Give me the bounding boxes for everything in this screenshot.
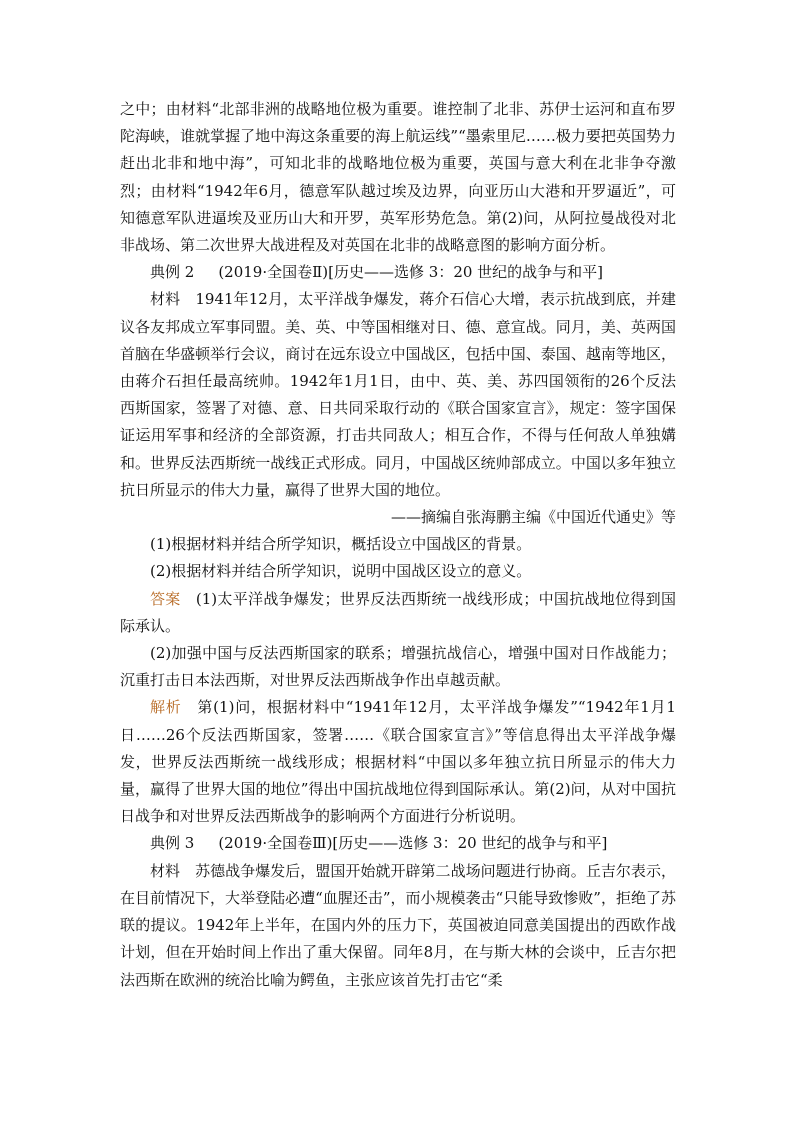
intro-paragraph: 之中；由材料“北部非洲的战略地位极为重要。谁控制了北非、苏伊士运河和直布罗陀海峡，谁就掌握了地中海这条重要的海上航运线”“墨索里尼……极力要把英国势力赶出北非和地中海”，可知北非的战略地位极为重要，英国与意大利在北非争夺激烈；由材料“1942年6月，德意军队越过埃及边界，向亚历山大港和开罗逼近”，可知德意军队进逼埃及亚历山大和开罗，英军形势危急。第(2)问，从阿拉曼战役对北非战场、第二次世界大战进程及对英国在北非的战略意图的影响方面分析。 <box>120 100 676 255</box>
example3-material <box>120 858 676 994</box>
example2-question1: (1)根据材料并结合所学知识，概括设立中国战区的背景。 <box>150 535 532 554</box>
example2-heading <box>120 259 676 286</box>
example2-material-label: 材料 <box>150 290 181 309</box>
example3-material-label: 材料 <box>150 861 181 880</box>
example3-label: 典例 3 <box>150 834 195 853</box>
example3-heading <box>120 830 676 857</box>
example3-material-text: 苏德战争爆发后，盟国开始就开辟第二战场问题进行协商。丘吉尔表示，在目前情况下，大举登陆必遭“血腥还击”，而小规模袭击“只能导致惨败”，拒绝了苏联的提议。1942年上半年，在国内外的压力下，英国被迫同意美国提出的西欧作战计划，但在开始时间上作出了重大保留。同年8月，在与斯大林的会谈中，丘吉尔把法西斯在欧洲的统治比喻为鳄鱼，主张应该首先打击它“柔 <box>120 861 676 989</box>
example2-material <box>120 286 676 504</box>
example2-label: 典例 2 <box>150 263 195 282</box>
example3-title: (2019·全国卷Ⅲ)[历史——选修 3：20 世纪的战争与和平] <box>218 834 608 853</box>
example2-answer1 <box>120 586 676 640</box>
example2-question2: (2)根据材料并结合所学知识，说明中国战区设立的意义。 <box>150 562 532 581</box>
answer1-text: (1)太平洋战争爆发；世界反法西斯统一战线形成；中国抗战地位得到国际承认。 <box>120 589 676 635</box>
analysis-text: 第(1)问，根据材料中“1941年12月，太平洋战争爆发”“1942年1月1日……26个反法西斯国家，签署……《联合国家宣言》”等信息得出太平洋战争爆发，世界反法西斯统一战线形成；根据材料“中国以多年独立抗日所显示的伟大力量，赢得了世界大国的地位”得出中国抗战地位得到国际承认。第(2)问，从对中国抗日战争和对世界反法西斯战争的影响两个方面进行分析说明。 <box>120 698 676 826</box>
example2-title: (2019·全国卷Ⅱ)[历史——选修 3：20 世纪的战争与和平] <box>218 263 604 282</box>
analysis-label: 解析 <box>150 698 182 717</box>
answer-label: 答案 <box>150 589 181 608</box>
example2-answer2: (2)加强中国与反法西斯国家的联系；增强抗战信心，增强中国对日作战能力；沉重打击日本法西斯，对世界反法西斯战争作出卓越贡献。 <box>120 644 676 690</box>
example2-material-text: 1941年12月，太平洋战争爆发，蒋介石信心大增，表示抗战到底，并建议各友邦成立军事同盟。美、英、中等国相继对日、德、意宣战。同月，美、英两国首脑在华盛顿举行会议，商讨在远东设立中国战区，包括中国、泰国、越南等地区，由蒋介石担任最高统帅。1942年1月1日，由中、英、美、苏四国领衔的26个反法西斯国家，签署了对德、意、日共同采取行动的《联合国家宣言》，规定：签字国保证运用军事和经济的全部资源，打击共同敌人；相互合作，不得与任何敌人单独媾和。世界反法西斯统一战线正式形成。同月，中国战区统帅部成立。中国以多年独立抗日所显示的伟大力量，赢得了世界大国的地位。 <box>120 290 676 499</box>
example2-source: ——摘编自张海鹏主编《中国近代通史》等 <box>390 508 676 527</box>
example2-analysis <box>120 694 676 830</box>
